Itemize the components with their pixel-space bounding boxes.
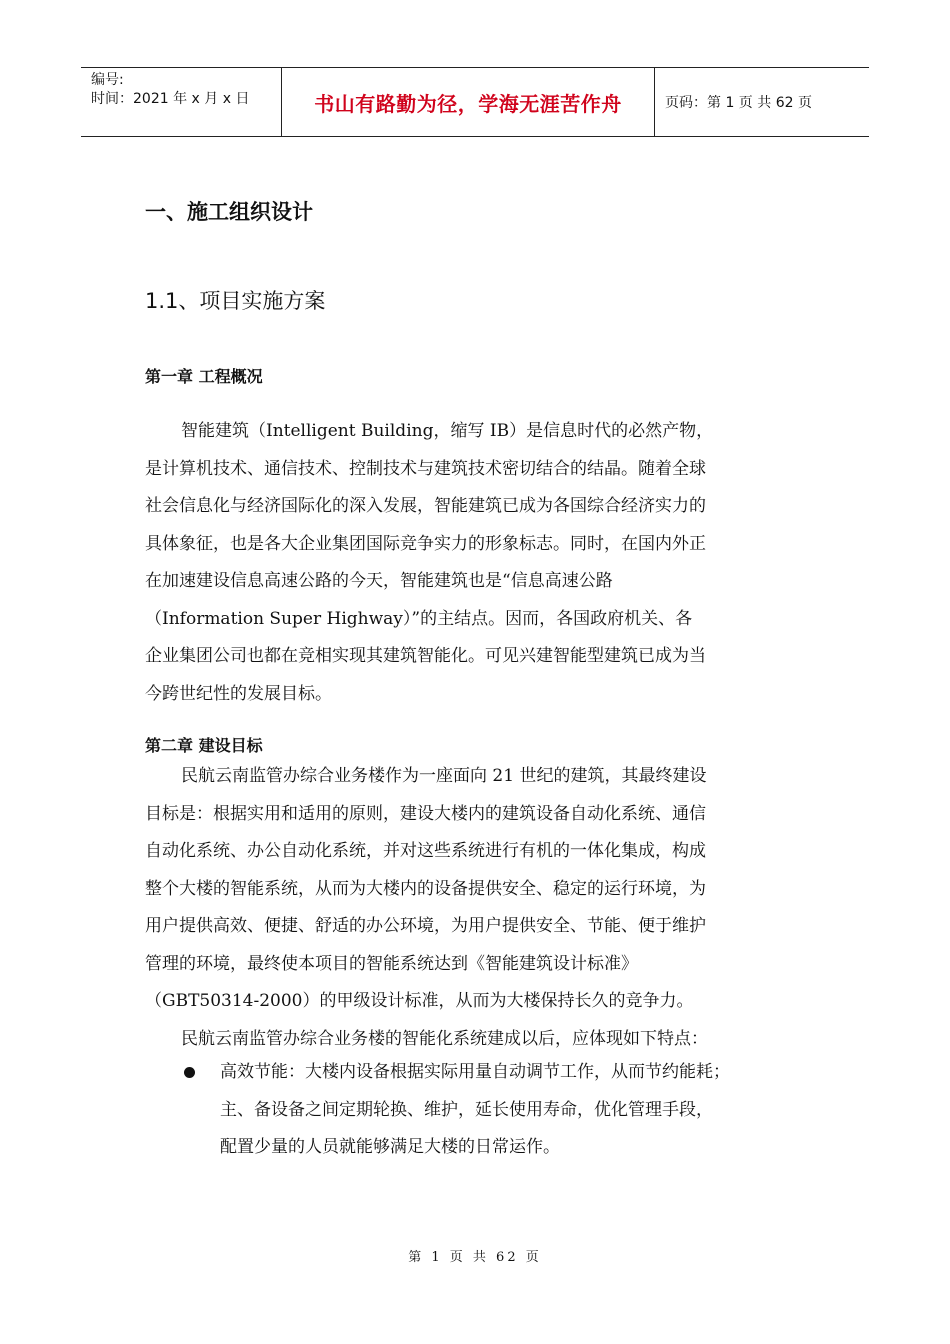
paragraph-line: （GBT50314-2000）的甲级设计标准，从而为大楼保持长久的竞争力。 [145, 991, 694, 1011]
bullet-item [184, 1054, 824, 1167]
bullet-line: 主、备设备之间定期轮换、维护，延长使用寿命，优化管理手段， [220, 1099, 713, 1120]
header-meta [81, 68, 282, 136]
paragraph-line: 是计算机技术、通信技术、控制技术与建筑技术密切结合的结晶。随着全球 [145, 458, 706, 479]
bullet-text [220, 1054, 824, 1167]
chapter1-paragraph [145, 413, 815, 713]
paragraph-line: 自动化系统、办公自动化系统，并对这些系统进行有机的一体化集成，构成 [145, 841, 706, 861]
paragraph-line: 整个大楼的智能系统，从而为大楼内的设备提供安全、稳定的运行环境，为 [145, 878, 706, 899]
paragraph-line: 社会信息化与经济国际化的深入发展，智能建筑已成为各国综合经济实力的 [145, 496, 706, 516]
paragraph-line: 民航云南监管办综合业务楼作为一座面向 21 世纪的建筑，其最终建设 [181, 766, 707, 786]
paragraph-line: 用户提供高效、便捷、舒适的办公环境，为用户提供安全、节能、便于维护 [145, 916, 706, 936]
date-label: 时间：2021 年 x 月 x 日 [91, 91, 250, 107]
paragraph-line: 智能建筑（Intelligent Building，缩写 IB）是信息时代的必然产物， [181, 421, 714, 441]
paragraph-line: （Information Super Highway）”的主结点。因而，各国政府机关、各 [145, 608, 693, 629]
chapter1-heading: 第一章 工程概况 [145, 367, 263, 386]
bullet-dot-icon [184, 1067, 195, 1078]
document-header [81, 67, 869, 137]
section-title: 一、施工组织设计 [145, 200, 313, 224]
paragraph-line: 在加速建设信息高速公路的今天，智能建筑也是“信息高速公路 [145, 571, 613, 591]
paragraph-line: 今跨世纪性的发展目标。 [145, 683, 332, 704]
paragraph-line: 目标是：根据实用和适用的原则，建设大楼内的建筑设备自动化系统、通信 [145, 803, 706, 824]
bullet-line: 高效节能：大楼内设备根据实际用量自动调节工作，从而节约能耗； [220, 1062, 730, 1082]
page-footer: 第 1 页 共 62 页 [408, 1250, 542, 1265]
paragraph-line: 企业集团公司也都在竞相实现其建筑智能化。可见兴建智能型建筑已成为当 [145, 646, 706, 666]
paragraph-intro-line: 民航云南监管办综合业务楼的智能化系统建成以后，应体现如下特点： [181, 1028, 708, 1049]
header-motto: 书山有路勤为径，学海无涯苦作舟 [282, 68, 655, 136]
paragraph-line: 具体象征，也是各大企业集团国际竞争实力的形象标志。同时，在国内外正 [145, 533, 706, 554]
number-label: 编号: [91, 72, 124, 88]
header-page-info: 页码：第 1 页 共 62 页 [665, 95, 812, 111]
chapter2-paragraph [145, 758, 815, 1058]
subsection-title: 1.1、项目实施方案 [145, 289, 326, 313]
bullet-line: 配置少量的人员就能够满足大楼的日常运作。 [220, 1137, 560, 1157]
chapter2-heading: 第二章 建设目标 [145, 736, 263, 755]
paragraph-line: 管理的环境，最终使本项目的智能系统达到《智能建筑设计标准》 [145, 953, 638, 974]
